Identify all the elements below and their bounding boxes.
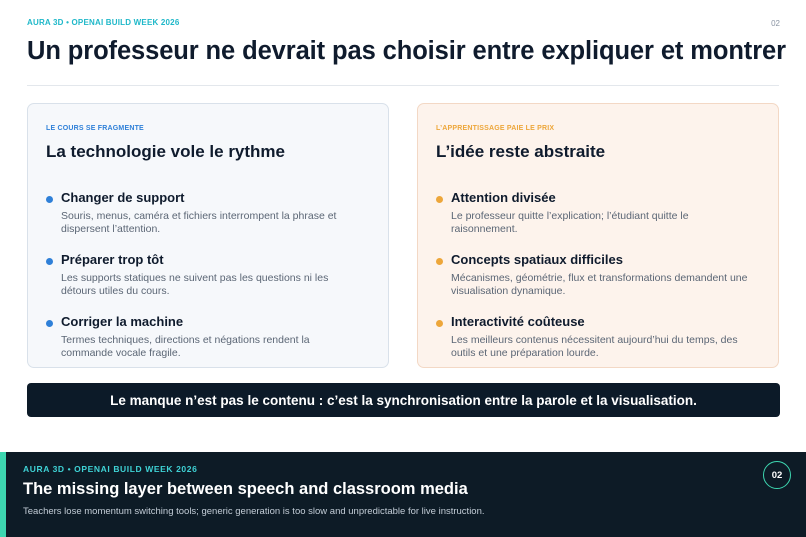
- item-title: Corriger la machine: [61, 314, 184, 329]
- card-title: L’idée reste abstraite: [436, 142, 606, 161]
- key-message-banner: [27, 383, 780, 417]
- footer-subtitle: Teachers lose momentum switching tools; generic generation is too slow and unpredictable for live instruction.: [23, 506, 485, 517]
- bullet-dot-icon: [46, 196, 53, 203]
- card-learning-cost: [417, 103, 779, 368]
- item-title: Changer de support: [61, 190, 185, 205]
- bullet-dot-icon: [436, 196, 443, 203]
- slide-title: Un professeur ne devrait pas choisir entre expliquer et montrer: [27, 37, 786, 65]
- item-description: Le professeur quitte l’explication; l’étudiant quitte le raisonnement.: [451, 210, 689, 235]
- footer-accent-bar: [0, 452, 6, 537]
- bullet-dot-icon: [436, 320, 443, 327]
- card-kicker: LE COURS SE FRAGMENTE: [46, 125, 144, 132]
- bullet-dot-icon: [436, 258, 443, 265]
- item-title: Attention divisée: [451, 190, 556, 205]
- footer-eyebrow: AURA 3D • OPENAI BUILD WEEK 2026: [23, 464, 198, 474]
- footer-caption: [0, 452, 806, 537]
- item-title: Concepts spatiaux difficiles: [451, 252, 623, 267]
- item-description: Les meilleurs contenus nécessitent aujourd’hui du temps, des outils et une préparation lourde.: [451, 334, 738, 359]
- card-title: La technologie vole le rythme: [46, 142, 286, 161]
- item-description: Souris, menus, caméra et fichiers interrompent la phrase et dispersent l’attention.: [61, 210, 337, 235]
- footer-title: The missing layer between speech and classroom media: [23, 480, 468, 498]
- card-fragmented-course: [27, 103, 389, 368]
- page-number: 02: [771, 19, 780, 28]
- bullet-dot-icon: [46, 320, 53, 327]
- item-title: Préparer trop tôt: [61, 252, 164, 267]
- slide-eyebrow: AURA 3D • OPENAI BUILD WEEK 2026: [27, 18, 180, 27]
- banner-text: Le manque n’est pas le contenu : c’est la synchronisation entre la parole et la visualisation.: [110, 392, 697, 408]
- item-description: Termes techniques, directions et négations rendent la commande vocale fragile.: [61, 334, 310, 359]
- bullet-dot-icon: [46, 258, 53, 265]
- card-kicker: L’APPRENTISSAGE PAIE LE PRIX: [436, 125, 555, 132]
- title-divider: [27, 85, 779, 86]
- page-badge: 02: [763, 461, 791, 489]
- item-title: Interactivité coûteuse: [451, 314, 585, 329]
- item-description: Les supports statiques ne suivent pas les questions ni les détours utiles du cours.: [61, 272, 329, 297]
- item-description: Mécanismes, géométrie, flux et transformations demandent une visualisation dynamique.: [451, 272, 748, 297]
